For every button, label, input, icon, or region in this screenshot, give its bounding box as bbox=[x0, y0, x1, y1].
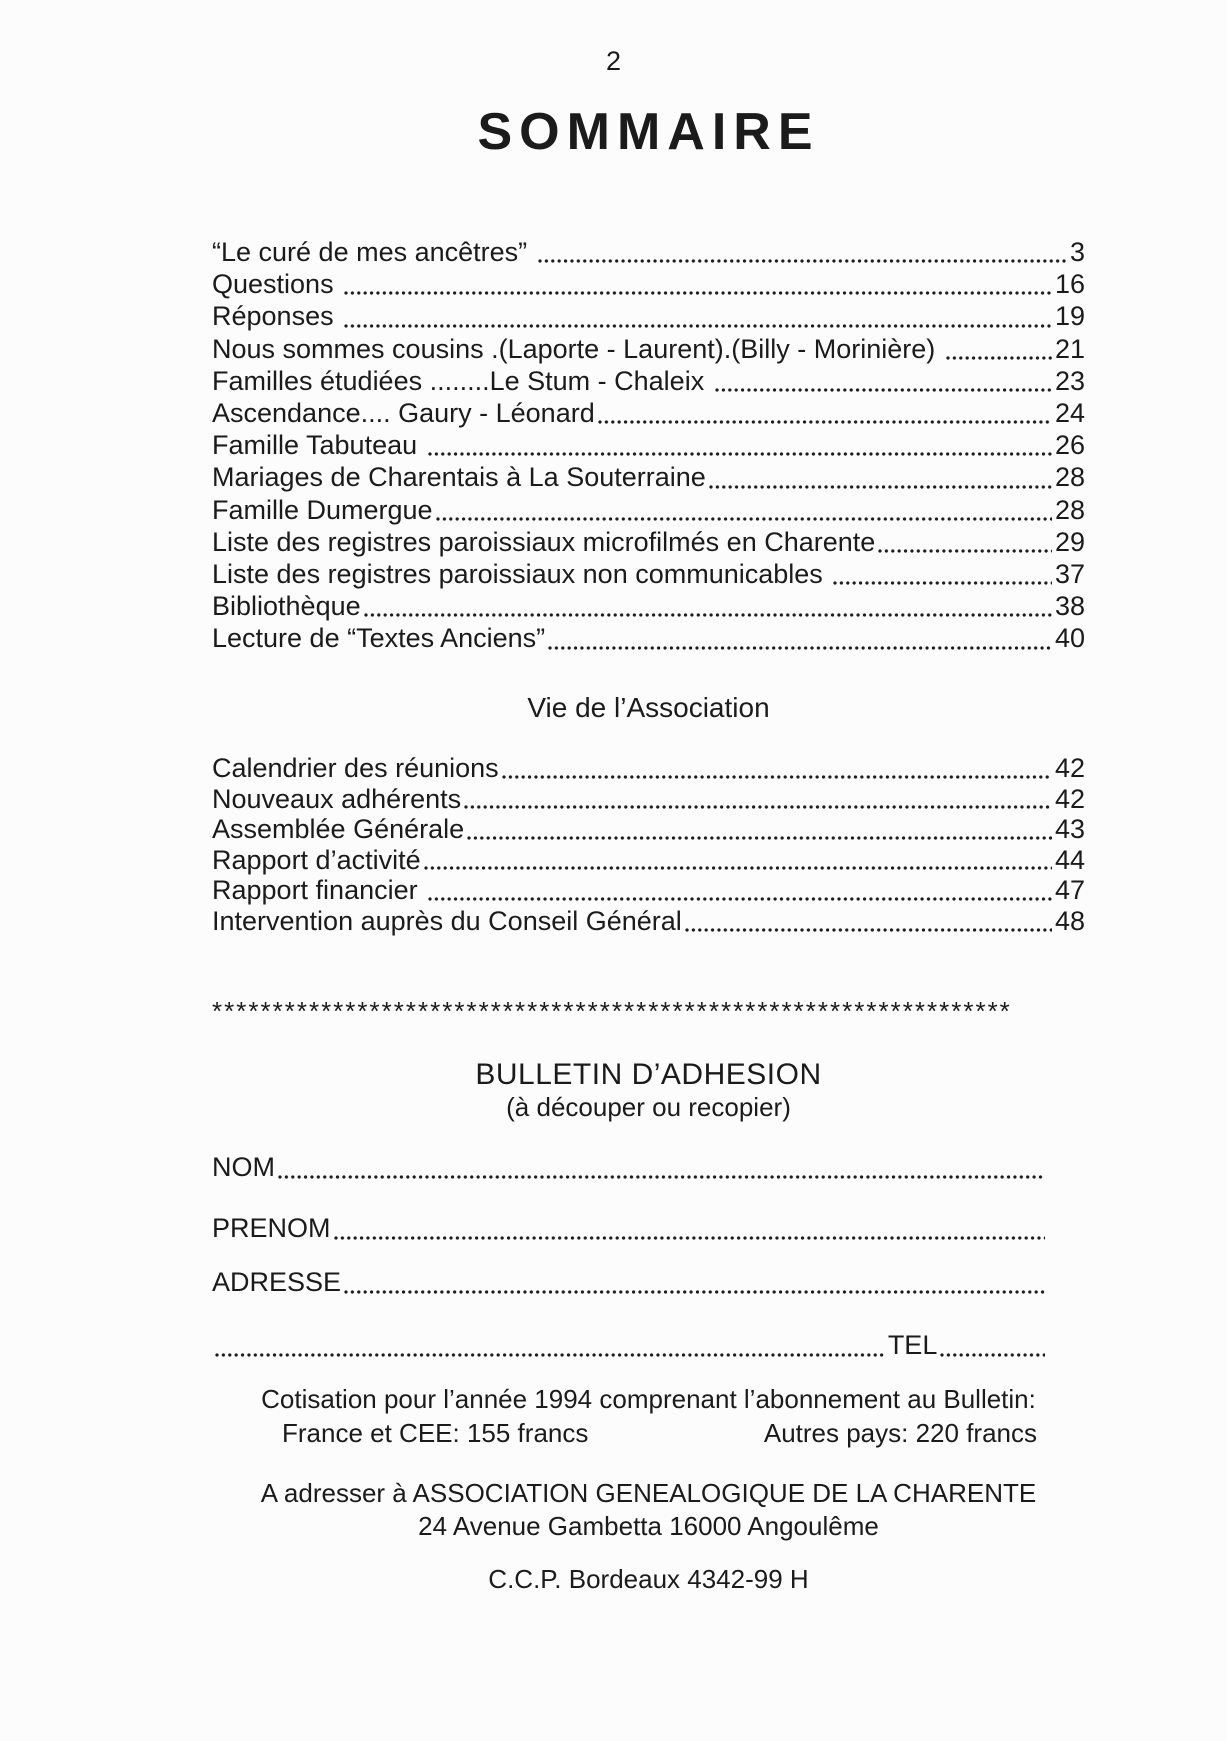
toc-entry-label: Familles étudiées ........Le Stum - Chaleix bbox=[212, 365, 712, 396]
field-label: NOM bbox=[212, 1152, 275, 1182]
toc-entry-label: Intervention auprès du Conseil Général bbox=[212, 905, 682, 936]
page-title: SOMMAIRE bbox=[477, 103, 820, 161]
dotted-leader bbox=[709, 485, 1052, 489]
dotted-leader bbox=[344, 324, 1052, 328]
toc-entry-label: Calendrier des réunions bbox=[212, 753, 499, 783]
note-street-address: 24 Avenue Gambetta 16000 Angoulême bbox=[418, 1511, 879, 1541]
toc-entry-page: 37 bbox=[1054, 559, 1085, 590]
field-label: ADRESSE bbox=[212, 1267, 342, 1297]
dotted-leader bbox=[344, 291, 1052, 295]
toc-entry-page: 29 bbox=[1054, 526, 1085, 557]
toc-entry bbox=[212, 397, 1085, 429]
dotted-leader bbox=[598, 420, 1052, 424]
note-prices bbox=[282, 1418, 1037, 1449]
toc-entry-label: Bibliothèque bbox=[212, 591, 361, 622]
association-toc bbox=[212, 753, 1085, 937]
dotted-leader bbox=[538, 259, 1067, 263]
note-price-france: France et CEE: 155 francs bbox=[282, 1418, 589, 1448]
table-of-contents bbox=[212, 236, 1085, 655]
dotted-leader bbox=[215, 1353, 885, 1357]
toc-entry bbox=[212, 784, 1085, 815]
toc-entry bbox=[212, 236, 1085, 268]
toc-entry bbox=[212, 558, 1085, 590]
toc-entry-page: 42 bbox=[1054, 753, 1085, 783]
dotted-leader bbox=[878, 549, 1052, 553]
dotted-leader bbox=[940, 1353, 1045, 1357]
toc-entry-page: 43 bbox=[1054, 814, 1085, 845]
toc-entry-page: 3 bbox=[1069, 237, 1085, 267]
toc-entry-label: Nous sommes cousins .(Laporte - Laurent).(Billy - Morinière) bbox=[212, 333, 943, 364]
toc-entry-page: 48 bbox=[1054, 905, 1085, 936]
toc-entry-page: 42 bbox=[1054, 783, 1085, 814]
toc-entry bbox=[212, 906, 1085, 937]
toc-entry-label: Questions bbox=[212, 269, 342, 300]
toc-entry-label: Rapport financier bbox=[212, 875, 426, 906]
dotted-leader bbox=[278, 1175, 1045, 1179]
toc-entry-label: Rapport d’activité bbox=[212, 844, 421, 875]
toc-entry bbox=[212, 590, 1085, 622]
form-field-nom bbox=[212, 1150, 1048, 1184]
dotted-leader bbox=[946, 356, 1052, 360]
toc-entry-page: 21 bbox=[1054, 333, 1085, 364]
toc-entry-page: 47 bbox=[1054, 875, 1085, 906]
toc-entry-label: “Le curé de mes ancêtres” bbox=[212, 237, 535, 267]
toc-entry-page: 28 bbox=[1054, 462, 1085, 493]
dotted-leader bbox=[364, 613, 1052, 617]
toc-entry bbox=[212, 622, 1085, 654]
form-field-adresse bbox=[212, 1265, 1048, 1299]
toc-entry-label: Assemblée Générale bbox=[212, 814, 465, 845]
toc-entry-page: 38 bbox=[1054, 591, 1085, 622]
dotted-leader bbox=[467, 836, 1052, 840]
toc-entry bbox=[212, 814, 1085, 845]
toc-entry-label: Lecture de “Textes Anciens” bbox=[212, 623, 546, 654]
toc-entry-label: Famille Tabuteau bbox=[212, 430, 425, 461]
toc-entry bbox=[212, 300, 1085, 332]
form-field-tel bbox=[212, 1328, 1048, 1362]
toc-entry-label: Liste des registres paroissiaux non communicables bbox=[212, 559, 831, 590]
dotted-leader bbox=[436, 517, 1052, 521]
toc-entry bbox=[212, 268, 1085, 300]
asterisk-separator: ****************************************************************** bbox=[212, 996, 1012, 1026]
dotted-leader bbox=[685, 928, 1052, 932]
dotted-leader bbox=[548, 646, 1052, 650]
toc-entry-page: 23 bbox=[1054, 365, 1085, 396]
field-label: PRENOM bbox=[212, 1213, 331, 1243]
dotted-leader bbox=[344, 1290, 1045, 1294]
toc-entry-page: 24 bbox=[1054, 398, 1085, 429]
dotted-leader bbox=[715, 388, 1052, 392]
toc-entry-page: 26 bbox=[1054, 430, 1085, 461]
toc-entry-page: 16 bbox=[1054, 269, 1085, 300]
field-label: TEL bbox=[887, 1330, 938, 1360]
toc-entry bbox=[212, 365, 1085, 397]
form-title: BULLETIN D’ADHESION bbox=[475, 1058, 822, 1091]
toc-entry-label: Liste des registres paroissiaux microfilmés en Charente bbox=[212, 526, 876, 557]
toc-entry-page: 28 bbox=[1054, 494, 1085, 525]
toc-entry bbox=[212, 875, 1085, 906]
note-price-other: Autres pays: 220 francs bbox=[763, 1418, 1037, 1448]
dotted-leader bbox=[833, 581, 1052, 585]
dotted-leader bbox=[428, 897, 1052, 901]
section-heading: Vie de l’Association bbox=[527, 692, 770, 723]
page-number: 2 bbox=[605, 46, 622, 76]
toc-entry-page: 19 bbox=[1054, 301, 1085, 332]
toc-entry bbox=[212, 526, 1085, 558]
toc-entry-label: Ascendance.... Gaury - Léonard bbox=[212, 398, 595, 429]
toc-entry-page: 44 bbox=[1054, 844, 1085, 875]
toc-entry bbox=[212, 845, 1085, 876]
toc-entry bbox=[212, 429, 1085, 461]
toc-entry bbox=[212, 494, 1085, 526]
dotted-leader bbox=[334, 1236, 1045, 1240]
dotted-leader bbox=[502, 775, 1052, 779]
dotted-leader bbox=[464, 805, 1052, 809]
toc-entry-label: Nouveaux adhérents bbox=[212, 783, 462, 814]
toc-entry bbox=[212, 753, 1085, 784]
note-cotisation: Cotisation pour l’année 1994 comprenant l’abonnement au Bulletin: bbox=[261, 1384, 1036, 1414]
toc-entry bbox=[212, 333, 1085, 365]
note-ccp: C.C.P. Bordeaux 4342-99 H bbox=[488, 1564, 809, 1594]
toc-entry-label: Mariages de Charentais à La Souterraine bbox=[212, 462, 706, 493]
dotted-leader bbox=[428, 452, 1052, 456]
toc-entry-label: Famille Dumergue bbox=[212, 494, 433, 525]
toc-entry-label: Réponses bbox=[212, 301, 342, 332]
toc-entry bbox=[212, 461, 1085, 493]
form-field-prenom bbox=[212, 1211, 1048, 1245]
form-subtitle: (à découper ou recopier) bbox=[506, 1092, 791, 1122]
note-send-to: A adresser à ASSOCIATION GENEALOGIQUE DE LA CHARENTE bbox=[260, 1478, 1037, 1508]
dotted-leader bbox=[424, 866, 1052, 870]
toc-entry-page: 40 bbox=[1054, 623, 1085, 654]
